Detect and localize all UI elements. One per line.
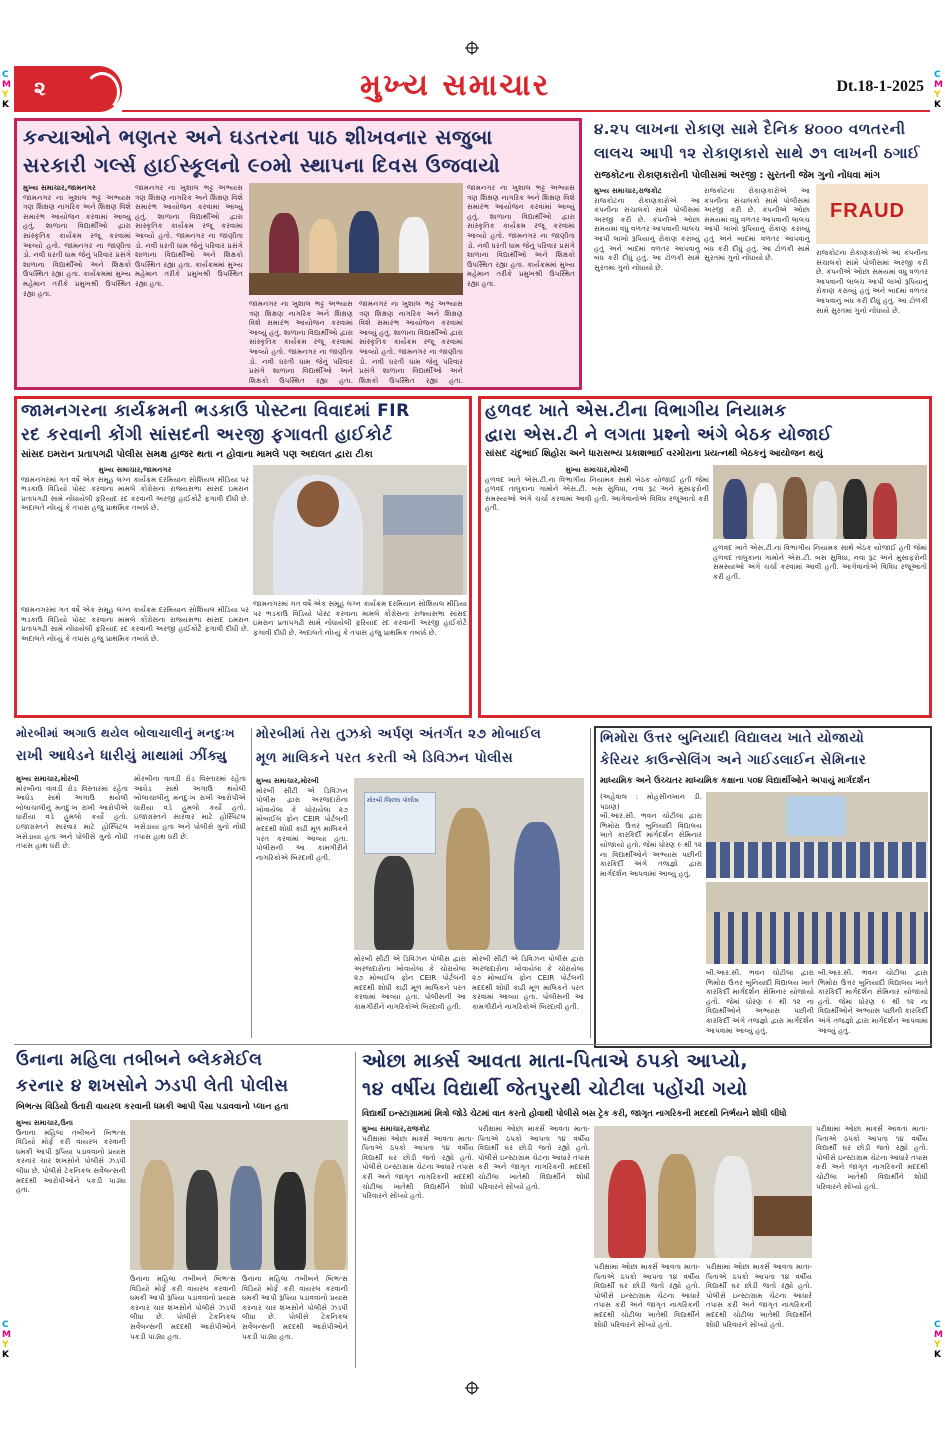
article-body-cont: પરીક્ષામાં ઓછા માર્ક્સ આવતા માતા-પિતાએ ઠપકો આપતા ૧૪ વર્ષીય વિદ્યાર્થી ઘર છોડી જતો રહ્યો હતો. પોલીસે ઇન્સ્ટાગ્રામ ચેટના આધારે તપાસ કરી અને જાગૃત નાગરિકની મદદથી ચોટીલા ખાતેથી વિદ્યાર્થીને શોધી પરિવારને સોંપ્યો હતો. [706,1262,812,1329]
police-banner [364,792,436,854]
cmyk-k: K [2,1350,9,1360]
headline-line-1: ૪.૨૫ લાખના રોકાણ સામે દૈનિક ૪૦૦૦ વળતરની [594,120,906,138]
dateline: મુખ્ય સમાચાર,મોરબી [256,776,319,785]
cmyk-k: K [2,100,9,110]
cmyk-m: M [2,80,11,90]
article-body: બી.આર.સી. ભવન ચોટીલા દ્વારા ભિમોરા ઉત્તર બુનિયાદી વિદ્યાલય ખાતે કારકિર્દી માર્ગદર્શન સેમિનાર યોજાયો હતો. જેમાં ધોરણ ૯ થી ૧૨ ના વિદ્યાર્થીઓને અભ્યાસ પછીની કારકિર્દી અંગે તજજ્ઞો દ્વારા માર્ગદર્શન આપવામાં આવ્યું હતું. [600,811,702,878]
dateline: મુખ્ય સમાચાર,મોરબી [16,774,79,783]
cmyk-c: C [934,70,941,80]
article-body-cont: મોરબી સીટી એ ડિવિઝન પોલીસ દ્વારા અરજદારોના ખોવાયેલા કે ચોરાયેલા ૨૭ મોબાઈલ ફોન CEIR પોર્ટલની મદદથી શોધી કાઢી મૂળ માલિકને પરત કરવામાં આવ્યા હતા. પોલીસની આ કામગીરીને નાગરિકોએ બિરદાવી હતી. [354,954,466,1011]
dateline: મુખ્ય સમાચાર,જામનગર [98,465,172,474]
article-body: પરીક્ષામાં ઓછા માર્ક્સ આવતા માતા-પિતાએ ઠપકો આપતા ૧૪ વર્ષીય વિદ્યાર્થી ઘર છોડી જતો રહ્યો હતો. પોલીસે ઇન્સ્ટાગ્રામ ચેટના આધારે તપાસ કરી અને જાગૃત નાગરિકની મદદથી ચોટીલા ખાતેથી વિદ્યાર્થીને શોધી પરિવારને સોંપ્યો હતો. [362,1133,474,1201]
article-body: મોરબીના વાવડી રોડ વિસ્તારમાં રહેતા આધેડ સાથે અગાઉ થયેલી બોલાચાલીનું મનદુઃખ રાખી આરોપીએ ધારીયા વડે હુમલો કર્યો હતો. ઇજાગ્રસ્તને સારવાર માટે હોસ્પિટલ ખસેડાયા હતા અને પોલીસે ગુનો નોંધી તપાસ હાથ ધરી છે. [16,783,128,851]
headline-line-2: કેરિયર કાઉન્સેલિંગ અને ગાઈડલાઈન સેમિનાર [600,752,867,768]
column-rule [355,1052,356,1368]
subhead: માધ્યમિક અને ઉચ્ચતર માધ્યમિક કક્ષાના ૫૦૪ વિદ્યાર્થીઓને અપાયું માર્ગદર્શન [600,776,870,786]
article-body-cont: રાજકોટના રોકાણકારોએ આ કંપનીના સંચાલકો સામે પોલીસમાં અરજી કરી છે. કંપનીએ ઓછા સમયમાં વધુ વળતર આપવાની લાલચ આપી લાખો રૂપિયાનું રોકાણ કરાવ્યું હતું અને બાદમાં વળતર આપવાનું બંધ કરી દીધું હતું. આ ટોળકી સામે સુરતમાં ગુનો નોંધાયો છે. [816,248,928,315]
article-una-blackmail [14,1050,352,1370]
cmyk-y: Y [2,90,9,100]
article-body-cont: જામનગર ના ખુશાલ ભટ્ટ અભ્યાસ ત્રણ શિક્ષણ નાગરિક અને શિક્ષણ વિશે સમારંભ આયોજન કરવામાં આવ્યું હતું. શાળાના વિદ્યાર્થીઓ દ્વારા સાંસ્કૃતિક કાર્યક્રમ રજૂ કરવામાં આવ્યો હતો. જામનગર ના જાણીતા ડો. નવી ધરતી ધામ જેનું પરિવાર પ્રસંગે શાળાના વિદ્યાર્થીઓ અને શિક્ષકો ઉપસ્થિત રહ્યા હતા. કાર્યક્રમમાં મુખ્ય મહેમાન તરીકે પ્રમુખશ્રી ઉપસ્થિત રહ્યા હતા. [467,183,575,288]
article-body-cont: પરીક્ષામાં ઓછા માર્ક્સ આવતા માતા-પિતાએ ઠપકો આપતા ૧૪ વર્ષીય વિદ્યાર્થી ઘર છોડી જતો રહ્યો હતો. પોલીસે ઇન્સ્ટાગ્રામ ચેટના આધારે તપાસ કરી અને જાગૃત નાગરિકની મદદથી ચોટીલા ખાતેથી વિદ્યાર્થીને શોધી પરિવારને સોંપ્યો હતો. [594,1262,700,1329]
cmyk-c: C [2,70,9,80]
mp-photo [253,465,467,595]
headline-line-1: મોરબીમાં અગાઉ થયેલ બોલાચાલીનું મનદુઃખ [16,726,235,740]
cmyk-k: K [934,100,941,110]
article-body: મોરબી સીટી એ ડિવિઝન પોલીસ દ્વારા અરજદારોના ખોવાયેલા કે ચોરાયેલા ૨૭ મોબાઈલ ફોન CEIR પોર્ટલની મદદથી શોધી કાઢી મૂળ માલિકને પરત કરવામાં આવ્યા હતા. પોલીસની આ કામગીરીને નાગરિકોએ બિરદાવી હતી. [256,785,348,862]
article-body-cont: બી.આર.સી. ભવન ચોટીલા દ્વારા ભિમોરા ઉત્તર બુનિયાદી વિદ્યાલય ખાતે કારકિર્દી માર્ગદર્શન સેમિનાર યોજાયો હતો. જેમાં ધોરણ ૯ થી ૧૨ ના વિદ્યાર્થીઓને અભ્યાસ પછીની કારકિર્દી અંગે તજજ્ઞો દ્વારા માર્ગદર્શન આપવામાં આવ્યું હતું. [706,968,814,1035]
row-rule [14,1044,932,1045]
police-handover-photo [354,778,584,950]
headline-line-1: ભિમોરા ઉત્તર બુનિયાદી વિદ્યાલય ખાતે યોજાયો [600,730,865,746]
article-body: ઉનાના મહિલા તબીબને બિભત્સ વિડિયો મોર્ફ કરી વાયરલ કરવાની ધમકી આપી રૂપિયા પડાવવાનો પ્રયાસ કરનાર ચાર શખસોને પોલીસે ઝડપી લીધા છે. પોલીસે ટેકનિકલ સર્વેલન્સની મદદથી આરોપીઓને પકડી પાડ્યા હતા. [16,1127,126,1195]
cmyk-m: M [934,80,943,90]
issue-date: Dt.18-1-2025 [836,78,924,95]
dateline: મુખ્ય સમાચાર,રાજકોટ [362,1124,430,1133]
subhead: વિદ્યાર્થી ઇન્સ્ટાગ્રામમાં મિત્રો જોડે ચેટમાં વાત કરતો હોવાથી પોલીસે બસ ટ્રેક કરી, જાગૃત નાગરિકની મદદથી નિર્ભયને શોધી લીધો [362,1108,787,1118]
article-body-cont: જામનગર ના ખુશાલ ભટ્ટ અભ્યાસ ત્રણ શિક્ષણ નાગરિક અને શિક્ષણ વિશે સમારંભ આયોજન કરવામાં આવ્યું હતું. શાળાના વિદ્યાર્થીઓ દ્વારા સાંસ્કૃતિક કાર્યક્રમ રજૂ કરવામાં આવ્યો હતો. જામનગર ના જાણીતા ડો. નવી ધરતી ધામ જેનું પરિવાર પ્રસંગે શાળાના વિદ્યાર્થીઓ અને શિક્ષકો ઉપસ્થિત રહ્યા હતા. કાર્યક્રમમાં મુખ્ય મહેમાન તરીકે પ્રમુખશ્રી ઉપસ્થિત રહ્યા હતા. [135,183,243,288]
cmyk-strip-left-bottom [2,1320,11,1360]
cmyk-y: Y [2,1340,9,1350]
headline-line-1: ઓછા માર્ક્સ આવતા માતા-પિતાએ ઠપકો આપ્યો, [362,1050,749,1072]
page-number: ૨ [34,76,46,100]
article-body: જામનગર ના ખુશાલ ભટ્ટ અભ્યાસ ત્રણ શિક્ષણ નાગરિક અને શિક્ષણ વિશે સમારંભ આયોજન કરવામાં આવ્યું હતું. શાળાના વિદ્યાર્થીઓ દ્વારા સાંસ્કૃતિક કાર્યક્રમ રજૂ કરવામાં આવ્યો હતો. જામનગર ના જાણીતા ડો. નવી ધરતી ધામ જેનું પરિવાર પ્રસંગે શાળાના વિદ્યાર્થીઓ અને શિક્ષકો ઉપસ્થિત રહ્યા હતા. કાર્યક્રમમાં મુખ્ય મહેમાન તરીકે પ્રમુખશ્રી ઉપસ્થિત રહ્યા હતા. [23,192,131,298]
article-body-cont: મોરબીના વાવડી રોડ વિસ્તારમાં રહેતા આધેડ સાથે અગાઉ થયેલી બોલાચાલીનું મનદુઃખ રાખી આરોપીએ ધારીયા વડે હુમલો કર્યો હતો. ઇજાગ્રસ્તને સારવાર માટે હોસ્પિટલ ખસેડાયા હતા અને પોલીસે ગુનો નોંધી તપાસ હાથ ધરી છે. [134,774,246,841]
subhead: રાજકોટના રોકાણકારોની પોલીસમાં અરજી : સુરતની જેમ ગુનો નોંધવા માંગ [594,170,881,181]
article-body-cont: જામનગર ના ખુશાલ ભટ્ટ અભ્યાસ ત્રણ શિક્ષણ નાગરિક અને શિક્ષણ વિશે સમારંભ આયોજન કરવામાં આવ્યું હતું. શાળાના વિદ્યાર્થીઓ દ્વારા સાંસ્કૃતિક કાર્યક્રમ રજૂ કરવામાં આવ્યો હતો. જામનગર ના જાણીતા ડો. નવી ધરતી ધામ જેનું પરિવાર પ્રસંગે શાળાના વિદ્યાર્થીઓ અને શિક્ષકો ઉપસ્થિત રહ્યા હતા. [359,299,463,385]
masthead [14,66,930,114]
cmyk-c: C [934,1320,941,1330]
article-body-cont: ઉનાના મહિલા તબીબને બિભત્સ વિડિયો મોર્ફ કરી વાયરલ કરવાની ધમકી આપી રૂપિયા પડાવવાનો પ્રયાસ કરનાર ચાર શખસોને પોલીસે ઝડપી લીધા છે. પોલીસે ટેકનિકલ સર્વેલન્સની મદદથી આરોપીઓને પકડી પાડ્યા હતા. [130,1274,236,1341]
article-body-cont: રાજકોટના રોકાણકારોએ આ કંપનીના સંચાલકો સામે પોલીસમાં અરજી કરી છે. કંપનીએ ઓછા સમયમાં વધુ વળતર આપવાની લાલચ આપી લાખો રૂપિયાનું રોકાણ કરાવ્યું હતું અને બાદમાં વળતર આપવાનું બંધ કરી દીધું હતું. આ ટોળકી સામે સુરતમાં ગુનો નોંધાયો છે. [704,186,810,263]
subhead: સાંસદ ચંદુભાઈ શિહોરા અને ધારાસભ્ય પ્રકાશભાઈ વરમોરાના પ્રયત્નથી બેઠકનું આયોજન થયું [485,449,823,459]
page-number-badge [14,66,122,112]
subhead: સાંસદ ઇમરાન પ્રતાપગઢી પોલીસ સમક્ષ હાજર થતા ન હોવાના મામલે પણ અદાલત દ્વારા ટીકા [21,449,373,460]
article-body-cont: પરીક્ષામાં ઓછા માર્ક્સ આવતા માતા-પિતાએ ઠપકો આપતા ૧૪ વર્ષીય વિદ્યાર્થી ઘર છોડી જતો રહ્યો હતો. પોલીસે ઇન્સ્ટાગ્રામ ચેટના આધારે તપાસ કરી અને જાગૃત નાગરિકની મદદથી ચોટીલા ખાતેથી વિદ્યાર્થીને શોધી પરિવારને સોંપ્યો હતો. [816,1124,928,1191]
accused-photo [130,1120,348,1270]
fraud-illustration [816,184,928,244]
article-morbi-assault [14,726,250,1038]
column-rule [590,728,591,1038]
article-career-seminar [594,726,932,1048]
headline-line-2: લાલચ આપી ૧૨ રોકાણકારો સાથે ૭૧ લાખની ઠગાઈ [594,144,921,162]
st-meeting-photo [713,465,927,539]
article-body: હળવદ ખાતે એસ.ટી.ના વિભાગીય નિયામક સાથે બેઠક યોજાઈ હતી જેમાં હળવદ તાલુકાના ગામોને એસ.ટી. બસ સુવિધા, નવા રૂટ અને મુસાફરોની સમસ્યાઓ અંગે ચર્ચા કરવામાં આવી હતી. આગેવાનોએ વિવિધ રજૂઆતો કરી હતી. [485,474,709,513]
headline-line-2: ૧૪ વર્ષીય વિદ્યાર્થી જેતપુરથી ચોટીલા પહોંચી ગયો [362,1078,748,1100]
cmyk-strip-right-bottom [934,1320,943,1360]
dateline: મુખ્ય સમાચાર,રાજકોટ [594,186,662,195]
headline-line-1: કન્યાઓને ભણતર અને ઘડતરના પાઠ શીખવનાર સજુબા [23,125,493,149]
article-body-cont: ઉનાના મહિલા તબીબને બિભત્સ વિડિયો મોર્ફ કરી વાયરલ કરવાની ધમકી આપી રૂપિયા પડાવવાનો પ્રયાસ કરનાર ચાર શખસોને પોલીસે ઝડપી લીધા છે. પોલીસે ટેકનિકલ સર્વેલન્સની મદદથી આરોપીઓને પકડી પાડ્યા હતા. [242,1274,348,1341]
article-body-cont: જામનગર ના ખુશાલ ભટ્ટ અભ્યાસ ત્રણ શિક્ષણ નાગરિક અને શિક્ષણ વિશે સમારંભ આયોજન કરવામાં આવ્યું હતું. શાળાના વિદ્યાર્થીઓ દ્વારા સાંસ્કૃતિક કાર્યક્રમ રજૂ કરવામાં આવ્યો હતો. જામનગર ના જાણીતા ડો. નવી ધરતી ધામ જેનું પરિવાર પ્રસંગે શાળાના વિદ્યાર્થીઓ અને શિક્ષકો ઉપસ્થિત રહ્યા હતા. [249,299,353,385]
headline-line-1: હળવદ ખાતે એસ.ટીના વિભાગીય નિયામક [485,401,787,421]
headline-line-2: રદ કરવાની કોંગી સાંસદની અરજી ફગાવતી હાઈકોર્ટ [21,425,393,445]
registration-mark-top [465,40,479,54]
headline-line-1: મોરબીમાં તેરા તુઝકો અર્પણ અંતર્ગત ૨૭ મોબાઈલ [256,726,542,742]
article-body-cont: બી.આર.સી. ભવન ચોટીલા દ્વારા ભિમોરા ઉત્તર બુનિયાદી વિદ્યાલય ખાતે કારકિર્દી માર્ગદર્શન સેમિનાર યોજાયો હતો. જેમાં ધોરણ ૯ થી ૧૨ ના વિદ્યાર્થીઓને અભ્યાસ પછીની કારકિર્દી અંગે તજજ્ઞો દ્વારા માર્ગદર્શન આપવામાં આવ્યું હતું. [818,968,928,1035]
cmyk-y: Y [934,90,941,100]
school-event-photo [249,183,463,295]
police-banner-caption: મોરબી જિલ્લા પોલીસ [367,797,419,804]
article-student-found [358,1050,932,1370]
cmyk-c: C [2,1320,9,1330]
cmyk-m: M [2,1330,11,1340]
seminar-photo-1 [706,792,928,878]
article-body-cont: જામનગરમાં ગત વર્ષે એક સમૂહ લગ્ન કાર્યક્રમ દરમિયાન સોશિયલ મીડિયા પર ભડકાઉ વિડિયો પોસ્ટ કરવાના મામલે કોંગ્રેસના રાજ્યસભા સાંસદ ઇમરાન પ્રતાપગઢી સામે નોંધાયેલી ફરિયાદ રદ કરવાની અરજી હાઈકોર્ટે ફગાવી દીધી છે. અદાલતે નોંધ્યું કે તપાસ હજુ પ્રાથમિક તબક્કે છે. [21,605,249,643]
cmyk-m: M [934,1330,943,1340]
fraud-label: FRAUD [830,200,905,222]
cmyk-k: K [934,1350,941,1360]
article-body-cont: પરીક્ષામાં ઓછા માર્ક્સ આવતા માતા-પિતાએ ઠપકો આપતા ૧૪ વર્ષીય વિદ્યાર્થી ઘર છોડી જતો રહ્યો હતો. પોલીસે ઇન્સ્ટાગ્રામ ચેટના આધારે તપાસ કરી અને જાગૃત નાગરિકની મદદથી ચોટીલા ખાતેથી વિદ્યાર્થીને શોધી પરિવારને સોંપ્યો હતો. [478,1124,590,1191]
article-body-cont: હળવદ ખાતે એસ.ટી.ના વિભાગીય નિયામક સાથે બેઠક યોજાઈ હતી જેમાં હળવદ તાલુકાના ગામોને એસ.ટી. બસ સુવિધા, નવા રૂટ અને મુસાફરોની સમસ્યાઓ અંગે ચર્ચા કરવામાં આવી હતી. આગેવાનોએ વિવિધ રજૂઆતો કરી હતી. [713,543,927,581]
dateline: મુખ્ય સમાચાર,જામનગર [23,183,96,192]
student-police-photo [594,1126,812,1258]
dateline: મુખ્ય સમાચાર,ઉના [16,1118,73,1127]
article-body: જામનગરમાં ગત વર્ષે એક સમૂહ લગ્ન કાર્યક્રમ દરમિયાન સોશિયલ મીડિયા પર ભડકાઉ વિડિયો પોસ્ટ કરવાના મામલે કોંગ્રેસના રાજ્યસભા સાંસદ ઇમરાન પ્રતાપગઢી સામે નોંધાયેલી ફરિયાદ રદ કરવાની અરજી હાઈકોર્ટે ફગાવી દીધી છે. અદાલતે નોંધ્યું કે તપાસ હજુ પ્રાથમિક તબક્કે છે. [21,474,249,513]
article-highcourt-fir [14,396,472,718]
article-st-meeting-halvad [478,396,932,718]
headline-line-2: રાખી આધેડને ધારીયું માથામાં ઝીંક્યુ [16,748,227,764]
article-body-cont: જામનગરમાં ગત વર્ષે એક સમૂહ લગ્ન કાર્યક્રમ દરમિયાન સોશિયલ મીડિયા પર ભડકાઉ વિડિયો પોસ્ટ કરવાના મામલે કોંગ્રેસના રાજ્યસભા સાંસદ ઇમરાન પ્રતાપગઢી સામે નોંધાયેલી ફરિયાદ રદ કરવાની અરજી હાઈકોર્ટે ફગાવી દીધી છે. અદાલતે નોંધ્યું કે તપાસ હજુ પ્રાથમિક તબક્કે છે. [253,599,467,637]
headline-line-2: સરકારી ગર્લ્સ હાઈસ્કૂલનો ૯૦મો સ્થાપના દિવસ ઉજવાયો [23,153,501,177]
column-rule [251,728,252,1038]
article-body-cont: મોરબી સીટી એ ડિવિઝન પોલીસ દ્વારા અરજદારોના ખોવાયેલા કે ચોરાયેલા ૨૭ મોબાઈલ ફોન CEIR પોર્ટલની મદદથી શોધી કાઢી મૂળ માલિકને પરત કરવામાં આવ્યા હતા. પોલીસની આ કામગીરીને નાગરિકોએ બિરદાવી હતી. [472,954,584,1011]
article-mobile-return [254,726,588,1038]
headline-line-2: દ્વારા એસ.ટી ને લગતા પ્રશ્નો અંગે બેઠક યોજાઈ [485,425,833,445]
article-girls-school-anniversary [14,118,582,390]
dateline: (અહેવાલ : મોહસીનખાન ડી. પઠાણ) [600,792,702,811]
cmyk-y: Y [934,1340,941,1350]
headline-line-2: કરનાર ૪ શખસોને ઝડપી લેતી પોલીસ [16,1076,289,1096]
headline-line-1: જામનગરના કાર્યક્રમની ભડકાઉ પોસ્ટના વિવાદમાં FIR [21,401,410,421]
cmyk-strip-left-top [2,70,11,110]
article-body: રાજકોટના રોકાણકારોએ આ કંપનીના સંચાલકો સામે પોલીસમાં અરજી કરી છે. કંપનીએ ઓછા સમયમાં વધુ વળતર આપવાની લાલચ આપી લાખો રૂપિયાનું રોકાણ કરાવ્યું હતું અને બાદમાં વળતર આપવાનું બંધ કરી દીધું હતું. આ ટોળકી સામે સુરતમાં ગુનો નોંધાયો છે. [594,195,700,272]
masthead-rule [122,110,930,112]
article-investment-fraud [590,118,932,390]
dateline: મુખ્ય સમાચાર,મોરબી [565,465,629,474]
seminar-photo-2 [706,882,928,964]
subhead: બિભત્સ વિડિયો ઉતારી વાયરલ કરવાની ધમકી આપી પૈસા પડાવવાનો પ્લાન હતા [16,1102,289,1112]
registration-mark-bottom [465,1380,479,1394]
headline-line-1: ઉનાના મહિલા તબીબને બ્લેકમેઈલ [16,1050,263,1070]
headline-line-2: મૂળ માલિકને પરત કરતી એ ડિવિઝન પોલીસ [256,750,514,766]
cmyk-strip-right-top [934,70,943,110]
masthead-title: મુખ્ય સમાચાર [360,68,551,103]
